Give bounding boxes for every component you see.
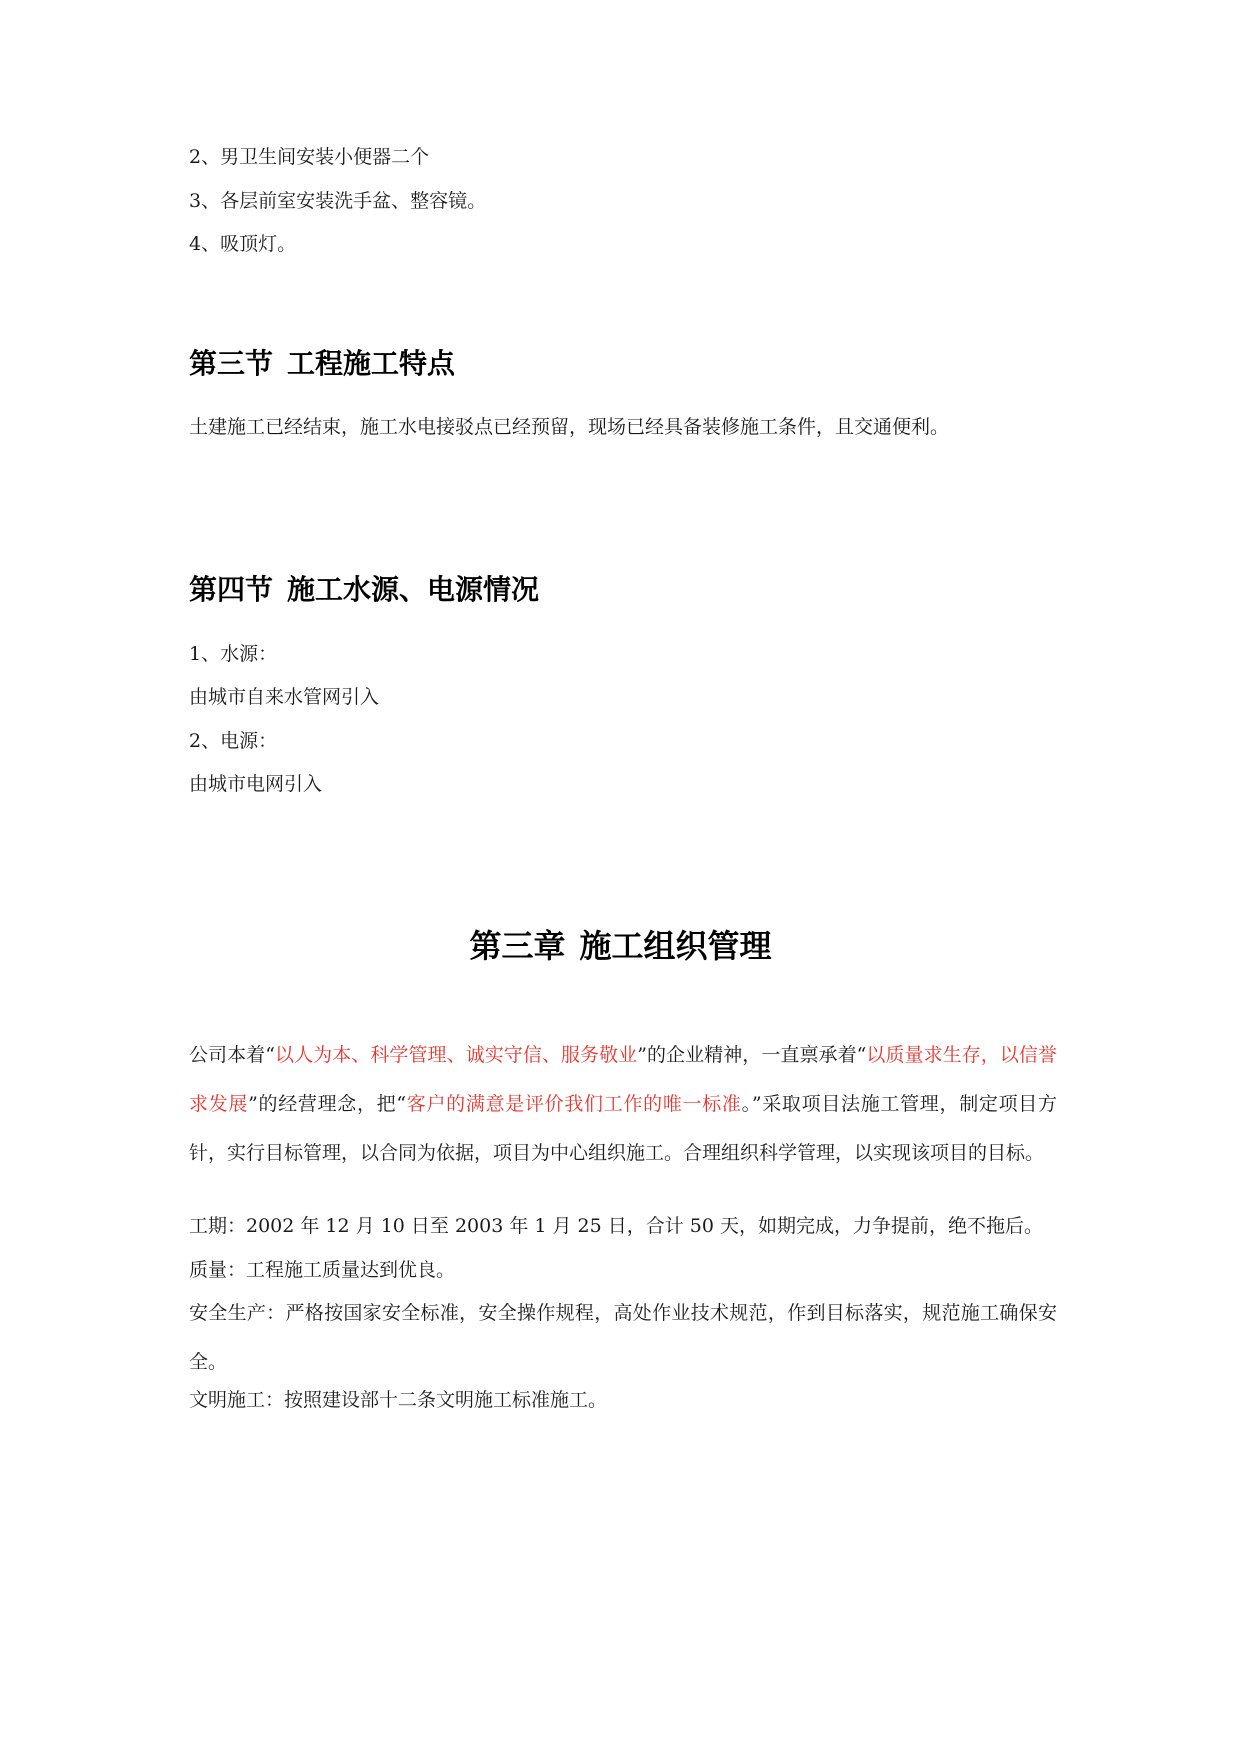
chapter-3-title: 施工组织管理	[579, 927, 772, 965]
list-item-urinals: 2、男卫生间安装小便器二个	[189, 146, 430, 168]
section-4-number: 第四节	[189, 573, 274, 606]
chapter-3-heading	[0, 926, 1241, 966]
safety-goal: 安全生产：严格按国家安全标准，安全操作规程，高处作业技术规范，作到目标落实，规范施工确保安全。	[189, 1302, 1057, 1373]
intro-text-1: 公司本着“	[189, 1044, 275, 1066]
section-3-body: 土建施工已经结束，施工水电接驳点已经预留，现场已经具备装修施工条件，且交通便利。	[189, 416, 950, 438]
quality-goal: 质量：工程施工质量达到优良。	[189, 1259, 456, 1281]
intro-text-2: ”的企业精神，一直禀承着“	[637, 1044, 867, 1066]
intro-highlight-standard: 客户的满意是评价我们工作的唯一标准	[406, 1093, 742, 1115]
power-source-label: 2、电源：	[189, 730, 278, 752]
section-3-title: 工程施工特点	[287, 347, 456, 380]
water-source-text: 由城市自来水管网引入	[189, 686, 380, 708]
section-4-heading	[189, 572, 539, 608]
intro-highlight-philosophy: 以质量求生存，以信誉求发展	[189, 1044, 1057, 1115]
section-3-number: 第三节	[189, 347, 274, 380]
intro-highlight-spirit: 以人为本、科学管理、诚实守信、服务敬业	[274, 1044, 638, 1066]
intro-text-3: ”的经营理念，把“	[248, 1093, 407, 1115]
section-4-title: 施工水源、电源情况	[287, 573, 540, 606]
water-source-label: 1、水源：	[189, 643, 278, 665]
section-3-heading	[189, 346, 455, 382]
chapter-3-intro-paragraph	[189, 1031, 1057, 1178]
construction-period: 工期：2002 年 12 月 10 日至 2003 年 1 月 25 日，合计 50 天，如期完成，力争提前，绝不拖后。	[189, 1215, 1044, 1237]
chapter-3-number: 第三章	[469, 927, 566, 965]
intro-text-4: 。”采取项目法施工管理，制定项目方针，实行目标管理，以合同为依据，项目为中心组织施工。合理组织科学管理，以实现该项目的目标。	[189, 1093, 1057, 1164]
civilized-construction: 文明施工：按照建设部十二条文明施工标准施工。	[189, 1389, 608, 1411]
list-item-washbasins: 3、各层前室安装洗手盆、整容镜。	[189, 190, 487, 212]
list-item-ceiling-lights: 4、吸顶灯。	[189, 233, 297, 255]
power-source-text: 由城市电网引入	[189, 773, 323, 795]
